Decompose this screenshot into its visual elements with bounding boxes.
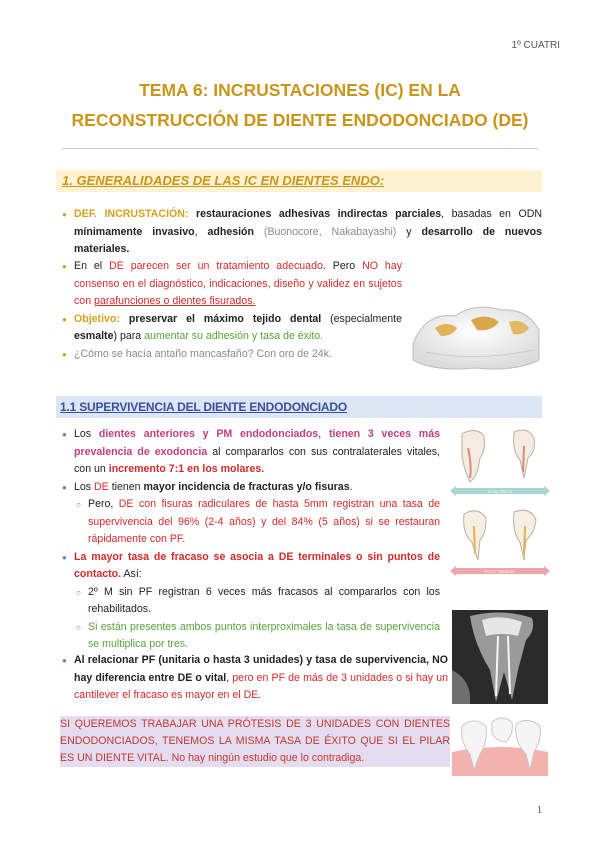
- bullet-failure: ● La mayor tasa de fracaso se asocia a DE terminales o sin puntos de contacto. Así:: [62, 550, 440, 580]
- divider: [62, 148, 538, 149]
- vital-tooth-icon: [514, 430, 535, 478]
- section-heading-1: 1. GENERALIDADES DE LAS IC EN DIENTES ENDO:: [56, 170, 542, 192]
- section-heading-1-1: 1.1 SUPERVIVENCIA DEL DIENTE ENDODONCIADO: [56, 396, 542, 418]
- bullet-objective: ● Objetivo: preservar el máximo tejido dental (especialmente esmalte) para aumentar su adhesión y tasa de éxito.: [62, 312, 402, 342]
- title-line-2: RECONSTRUCCIÓN DE DIENTE ENDODONCIADO (DE): [71, 110, 529, 130]
- bullet-history: ● ¿Cómo se hacía antaño mancasfaño? Con oro de 24k.: [62, 346, 402, 364]
- vital-vs-root-treated-teeth-figure: [448, 426, 552, 586]
- circle-bullet-icon: ○: [76, 622, 81, 632]
- bullet-dot-icon: ●: [62, 552, 67, 562]
- bullet-fractures: ● Los DE tienen mayor incidencia de fracturas y/o fisuras.: [62, 479, 440, 497]
- bullet-definition: ● DEF. INCRUSTACIÓN: restauraciones adhesivas indirectas parciales, basadas en ODN mínimamente invasivo, adhesión (Buonocore, Nakabayashi) y desarrollo de nuevos materiales.: [62, 208, 542, 255]
- vital-tooth-icon: [462, 430, 485, 482]
- course-label: 1º CUATRI: [511, 40, 560, 51]
- root-treated-label: ROOT TREATED: [484, 569, 516, 574]
- bullet-dot-icon: ●: [62, 210, 67, 219]
- bullet-dot-icon: ●: [62, 314, 67, 324]
- xray-image: [452, 610, 548, 704]
- section1-bullets: [62, 206, 542, 259]
- bullet-prevalence: ● Los dientes anteriores y PM endodonciados, tienen 3 veces más prevalencia de exodoncia al compararlos con sus contralaterales vitales, con un incremento 7:1 en los molares.: [62, 428, 440, 475]
- sub-bullet-contacts: ○ Si están presentes ambos puntos interproximales la tasa de supervivencia se multiplica por tres.: [76, 620, 440, 650]
- root-treated-tooth-icon: [514, 510, 536, 560]
- bullet-de: ● En el DE parecen ser un tratamiento adecuado. Pero NO hay consenso en el diagnóstico, indicaciones, diseño y validez en sujetos con parafunciones o dientes fisurados.: [62, 260, 402, 307]
- title-line-1: TEMA 6: INCRUSTACIONES (IC) EN LA: [139, 80, 461, 100]
- page-title: [40, 75, 560, 135]
- bullet-dot-icon: ●: [62, 262, 67, 271]
- section2-bullets-b: [62, 652, 448, 705]
- section2-bullets: [62, 426, 440, 654]
- circle-bullet-icon: ○: [76, 587, 81, 597]
- bullet-dot-icon: ●: [62, 656, 67, 665]
- inlay-teeth-image: [405, 282, 545, 376]
- vital-teeth-label: VITAL TEETH: [487, 489, 513, 494]
- section1-bullets-b: [62, 258, 402, 363]
- bridge-teeth-image: [452, 708, 548, 776]
- sub-bullet-fissures: ○ Pero, DE con fisuras radiculares de hasta 5mm registran una tasa de supervivencia del 96% (2-4 años) y del 84% (5 años) si se restauran rápidamente con PF.: [76, 498, 441, 545]
- root-treated-tooth-icon: [464, 511, 486, 560]
- key-note-callout: SI QUEREMOS TRABAJAR UNA PRÓTESIS DE 3 UNIDADES CON DIENTES ENDODONCIADOS, TENEMOS LA MISMA TASA DE ÉXITO QUE SI EL PILAR ES UN DIENTE VITAL. No hay ningún estudio que lo contradiga.: [60, 716, 450, 767]
- bullet-dot-icon: ●: [62, 482, 67, 492]
- sub-bullet-molars: ○ 2º M sin PF registran 6 veces más fracasos al compararlos con los rehabilitados.: [76, 585, 440, 615]
- bullet-dot-icon: ●: [62, 349, 67, 359]
- bullet-dot-icon: ●: [62, 430, 67, 439]
- bullet-pf-survival: ● Al relacionar PF (unitaria o hasta 3 unidades) y tasa de supervivencia, NO hay diferencia entre DE o vital, pero en PF de más de 3 unidades o si hay un cantilever el fracaso es mayor en el DE.: [62, 654, 449, 701]
- page-number: 1: [537, 805, 542, 816]
- circle-bullet-icon: ○: [76, 500, 81, 509]
